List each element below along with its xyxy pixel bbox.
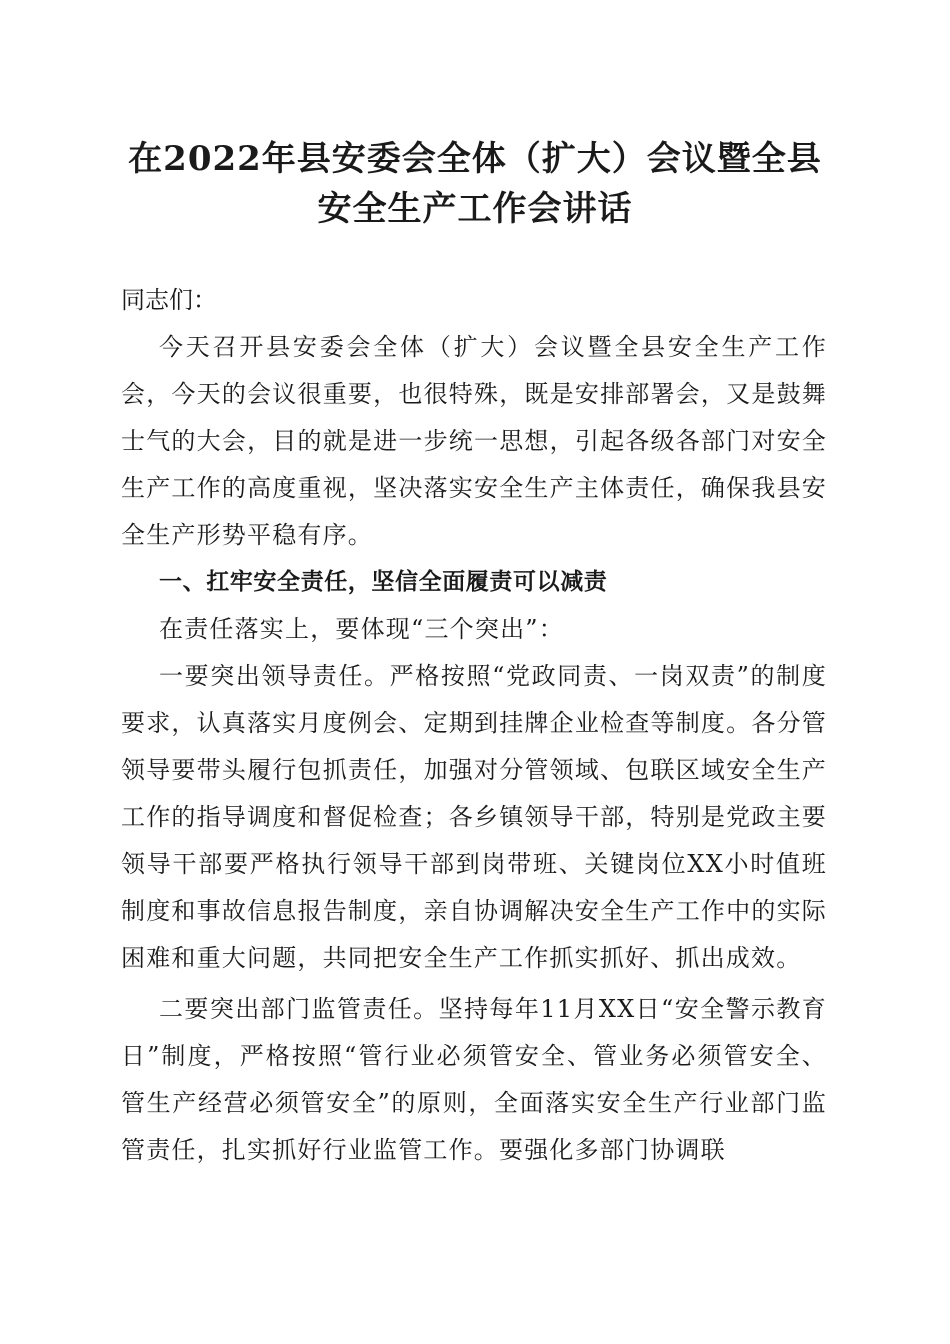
paragraph-three-highlights: 在责任落实上，要体现“三个突出”：: [159, 615, 564, 643]
document-body: [121, 277, 827, 1174]
document-title-line-2: 安全生产工作会讲话: [317, 189, 633, 229]
salutation: 同志们：: [121, 286, 217, 314]
paragraph-intro: 今天召开县安委会全体（扩大）会议暨全县安全生产工作会，今天的会议很重要，也很特殊，既是安排部署会，又是鼓舞士气的大会，目的就是进一步统一思想，引起各级各部门对安全生产工作的高度重视，坚决落实安全生产主体责任，确保我县安全生产形势平稳有序。: [121, 333, 827, 549]
paragraph-department-responsibility: 二要突出部门监管责任。坚持每年11月XX日“安全警示教育日”制度，严格按照“管行业必须管安全、管业务必须管安全、管生产经营必须管安全”的原则，全面落实安全生产行业部门监管责任，扎实抓好行业监管工作。要强化多部门协调联: [121, 995, 827, 1164]
document-title-line-1: 在2022年县安委会全体（扩大）会议暨全县: [128, 139, 822, 179]
section-heading-1: 一、扛牢安全责任，坚信全面履责可以减责: [159, 569, 608, 595]
paragraph-leadership-responsibility: 一要突出领导责任。严格按照“党政同责、一岗双责”的制度要求，认真落实月度例会、定期到挂牌企业检查等制度。各分管领导要带头履行包抓责任，加强对分管领域、包联区域安全生产工作的指导调度和督促检查；各乡镇领导干部，特别是党政主要领导干部要严格执行领导干部到岗带班、关键岗位XX小时值班制度和事故信息报告制度，亲自协调解决安全生产工作中的实际困难和重大问题，共同把安全生产工作抓实抓好、抓出成效。: [121, 662, 827, 972]
